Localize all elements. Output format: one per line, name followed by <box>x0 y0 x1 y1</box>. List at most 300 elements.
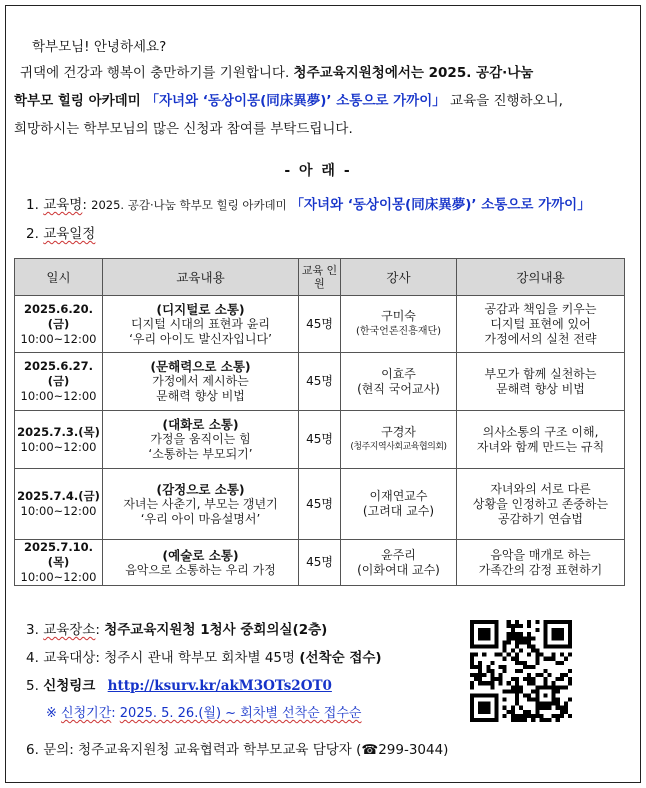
qr-module <box>568 628 572 632</box>
session-content <box>103 296 299 353</box>
qr-module <box>519 632 523 636</box>
table-row <box>15 296 625 353</box>
instructor-org: (이화여대 교수) <box>357 562 440 577</box>
qr-module <box>519 649 523 653</box>
session-instructor <box>341 353 457 411</box>
session-instructor <box>341 469 457 540</box>
qr-module <box>535 653 539 657</box>
qr-module <box>482 628 486 632</box>
period-separator: : <box>111 706 120 721</box>
qr-module <box>470 714 474 718</box>
item-number: 4. <box>26 650 39 666</box>
qr-module <box>560 677 564 681</box>
qr-module <box>560 620 564 624</box>
qr-module <box>552 698 556 702</box>
contact-value: 청주교육지원청 교육협력과 학부모교육 담당자 (☎299-3044) <box>78 742 449 758</box>
qr-module <box>470 698 474 702</box>
qr-module <box>543 702 547 706</box>
qr-module <box>494 624 498 628</box>
qr-module <box>470 640 474 644</box>
qr-module <box>511 628 515 632</box>
table-row <box>15 540 625 586</box>
qr-module <box>560 628 564 632</box>
session-time: 10:00~12:00 <box>20 331 97 346</box>
qr-module <box>474 693 478 697</box>
qr-module <box>560 661 564 665</box>
qr-module <box>564 710 568 714</box>
instructor-name: 이효주 <box>381 366 416 381</box>
session-date: 2025.7.10.(목) <box>23 540 94 569</box>
qr-module <box>564 702 568 706</box>
qr-module <box>535 706 539 710</box>
qr-module <box>556 714 560 718</box>
qr-module <box>511 689 515 693</box>
qr-module <box>535 714 539 718</box>
qr-module <box>470 693 474 697</box>
qr-module <box>507 636 511 640</box>
qr-module <box>523 710 527 714</box>
qr-module <box>478 718 482 722</box>
session-date: 2025.6.27.(금) <box>23 359 94 388</box>
qr-module <box>560 636 564 640</box>
session-lecture <box>457 353 625 411</box>
qr-module <box>552 636 556 640</box>
qr-module <box>478 710 482 714</box>
qr-module <box>552 714 556 718</box>
instructor-name: 구경자 <box>381 424 416 439</box>
qr-module <box>507 640 511 644</box>
qr-module <box>568 632 572 636</box>
qr-module <box>527 681 531 685</box>
qr-module <box>568 636 572 640</box>
qr-module <box>539 706 543 710</box>
header-instructor: 강사 <box>341 259 457 296</box>
qr-module <box>527 620 531 624</box>
qr-module <box>535 710 539 714</box>
program-name-prefix: 2025. 공감·나눔 학부모 힐링 아카데미 <box>91 198 291 212</box>
qr-module <box>552 702 556 706</box>
qr-module <box>503 689 507 693</box>
item-number: 1. <box>26 197 39 213</box>
qr-module <box>482 706 486 710</box>
qr-module <box>519 685 523 689</box>
qr-module <box>470 657 474 661</box>
item-separator: : <box>95 650 105 666</box>
qr-module <box>515 669 519 673</box>
qr-module <box>507 624 511 628</box>
instructor-org: (한국언론진흥재단) <box>355 326 442 337</box>
qr-module <box>511 624 515 628</box>
qr-module <box>568 644 572 648</box>
qr-module <box>552 620 556 624</box>
qr-module <box>519 689 523 693</box>
session-capacity: 45명 <box>299 411 341 469</box>
qr-module <box>531 718 535 722</box>
qr-module <box>527 714 531 718</box>
qr-module <box>543 718 547 722</box>
qr-module <box>478 693 482 697</box>
lecture-line: 디지털 표현에 있어 <box>490 316 591 331</box>
session-time: 10:00~12:00 <box>20 439 97 454</box>
table-header-row <box>15 259 625 296</box>
lecture-line: 공감하기 연습법 <box>498 511 583 526</box>
qr-module <box>470 718 474 722</box>
qr-module <box>535 685 539 689</box>
session-datetime <box>15 411 103 469</box>
qr-module <box>478 636 482 640</box>
item-label: 신청링크 <box>43 678 96 694</box>
qr-module <box>474 644 478 648</box>
qr-module <box>470 632 474 636</box>
qr-module <box>568 653 572 657</box>
qr-module <box>531 714 535 718</box>
qr-module <box>474 653 478 657</box>
qr-module <box>490 681 494 685</box>
item-number: 5. <box>26 678 39 694</box>
qr-module <box>494 714 498 718</box>
intro-line-2-text: 교육을 진행하오니, <box>445 93 563 109</box>
session-lecture <box>457 469 625 540</box>
session-instructor <box>341 540 457 586</box>
qr-module <box>499 665 503 669</box>
qr-module <box>515 718 519 722</box>
qr-module <box>543 628 547 632</box>
qr-module <box>503 649 507 653</box>
qr-module <box>486 718 490 722</box>
qr-module <box>523 636 527 640</box>
header-lecture: 강의내용 <box>457 259 625 296</box>
session-date: 2025.7.4.(금) <box>17 489 100 503</box>
item-contact <box>26 738 448 758</box>
target-note: (선착순 접수) <box>299 650 382 666</box>
lecture-line: 음악을 매개로 하는 <box>490 547 591 562</box>
qr-module <box>486 628 490 632</box>
qr-module <box>527 636 531 640</box>
qr-module <box>519 661 523 665</box>
qr-module <box>539 673 543 677</box>
qr-module <box>564 644 568 648</box>
qr-module <box>486 644 490 648</box>
qr-module <box>556 644 560 648</box>
qr-module <box>515 653 519 657</box>
qr-module <box>482 653 486 657</box>
qr-module <box>515 681 519 685</box>
location-value: 청주교육지원청 1청사 중회의실(2층) <box>104 622 328 638</box>
qr-module <box>482 636 486 640</box>
qr-module <box>494 698 498 702</box>
qr-module <box>482 644 486 648</box>
qr-module <box>543 624 547 628</box>
qr-module <box>519 624 523 628</box>
qr-module <box>503 706 507 710</box>
qr-module <box>543 657 547 661</box>
qr-module <box>474 620 478 624</box>
item-label: 교육장소 <box>43 622 96 638</box>
instructor-name: 구미숙 <box>381 309 416 323</box>
qr-module <box>523 661 527 665</box>
header-capacity <box>299 259 341 296</box>
qr-module <box>535 628 539 632</box>
qr-module <box>470 685 474 689</box>
session-instructor <box>341 411 457 469</box>
qr-module <box>523 718 527 722</box>
qr-module <box>519 669 523 673</box>
table-row <box>15 353 625 411</box>
session-date: 2025.6.20.(금) <box>23 301 94 331</box>
qr-module <box>478 673 482 677</box>
qr-module <box>535 698 539 702</box>
qr-module <box>482 693 486 697</box>
period-value: 2025. 5. 26.(월) ~ 회차별 선착순 접수순 <box>119 706 362 721</box>
qr-module <box>535 702 539 706</box>
qr-module <box>564 620 568 624</box>
qr-module <box>494 640 498 644</box>
qr-module <box>494 632 498 636</box>
qr-module <box>556 706 560 710</box>
qr-module <box>494 653 498 657</box>
qr-module <box>527 644 531 648</box>
lecture-line: 공감과 책임을 키우는 <box>484 301 597 316</box>
application-link[interactable]: http://ksurv.kr/akM3OTs2OT0 <box>107 678 332 694</box>
qr-module <box>560 685 564 689</box>
qr-module <box>527 677 531 681</box>
qr-module <box>560 632 564 636</box>
qr-module <box>552 685 556 689</box>
qr-module <box>470 710 474 714</box>
qr-module <box>556 661 560 665</box>
qr-module <box>507 710 511 714</box>
lecture-line: 상황을 인정하고 존중하는 <box>472 496 609 511</box>
qr-module <box>515 661 519 665</box>
qr-module <box>499 681 503 685</box>
session-capacity: 45명 <box>299 296 341 353</box>
qr-module <box>556 689 560 693</box>
qr-module <box>568 677 572 681</box>
qr-module <box>478 677 482 681</box>
qr-module <box>543 693 547 697</box>
notice-heading: - 아 래 - <box>284 163 352 179</box>
qr-module <box>494 628 498 632</box>
qr-module <box>490 644 494 648</box>
item-number: 3. <box>26 622 39 638</box>
qr-module <box>486 620 490 624</box>
qr-module <box>556 677 560 681</box>
qr-module <box>503 657 507 661</box>
qr-module <box>568 669 572 673</box>
qr-module <box>474 673 478 677</box>
qr-module <box>548 718 552 722</box>
qr-module <box>539 714 543 718</box>
qr-module <box>564 685 568 689</box>
session-datetime <box>15 353 103 411</box>
qr-module <box>486 632 490 636</box>
qr-module <box>548 685 552 689</box>
qr-module <box>486 702 490 706</box>
qr-module <box>515 677 519 681</box>
qr-module <box>482 673 486 677</box>
item-number: 2. <box>26 226 39 242</box>
qr-module <box>490 718 494 722</box>
qr-module <box>515 685 519 689</box>
qr-module <box>515 693 519 697</box>
intro-line-2-bold: 학부모 힐링 아카데미 <box>14 93 146 109</box>
qr-module <box>543 681 547 685</box>
qr-module <box>486 710 490 714</box>
qr-module <box>511 714 515 718</box>
lecture-line: 의사소통의 구조 이해, <box>482 424 599 439</box>
qr-module <box>494 706 498 710</box>
qr-module <box>511 710 515 714</box>
qr-module <box>531 698 535 702</box>
qr-module <box>494 620 498 624</box>
qr-module <box>519 636 523 640</box>
lecture-line: 자녀와의 서로 다른 <box>490 481 591 496</box>
item-separator: : <box>69 742 79 758</box>
qr-module <box>486 636 490 640</box>
schedule-table <box>14 258 625 586</box>
qr-module <box>535 620 539 624</box>
session-content <box>103 353 299 411</box>
qr-module <box>507 681 511 685</box>
qr-module <box>490 685 494 689</box>
table-row <box>15 469 625 540</box>
greeting: 학부모님! 안녕하세요? <box>32 39 167 55</box>
qr-module <box>519 640 523 644</box>
qr-module <box>560 653 564 657</box>
qr-module <box>474 677 478 681</box>
session-lecture <box>457 540 625 586</box>
qr-module <box>552 657 556 661</box>
qr-module <box>499 673 503 677</box>
qr-module <box>511 657 515 661</box>
qr-module <box>548 644 552 648</box>
qr-module <box>494 710 498 714</box>
qr-module <box>552 689 556 693</box>
qr-module <box>499 677 503 681</box>
qr-module <box>482 710 486 714</box>
qr-module <box>486 665 490 669</box>
instructor-org: (현직 국어교사) <box>357 381 440 396</box>
qr-module <box>478 632 482 636</box>
qr-module <box>535 649 539 653</box>
qr-module <box>482 632 486 636</box>
qr-module <box>527 653 531 657</box>
qr-module <box>560 706 564 710</box>
qr-module <box>556 702 560 706</box>
qr-module <box>539 702 543 706</box>
session-desc: ‘우리 아이도 발신자입니다’ <box>129 331 272 346</box>
session-desc: 디지털 시대의 표현과 윤리 <box>131 316 270 331</box>
qr-module <box>515 640 519 644</box>
qr-module <box>503 644 507 648</box>
session-desc: ‘우리 아이 마음설명서’ <box>140 511 261 526</box>
qr-module <box>490 673 494 677</box>
qr-module <box>503 714 507 718</box>
item-link <box>26 674 332 694</box>
qr-module <box>486 693 490 697</box>
qr-module <box>543 644 547 648</box>
qr-module <box>482 620 486 624</box>
qr-module <box>531 681 535 685</box>
qr-module <box>519 718 523 722</box>
qr-module <box>507 689 511 693</box>
qr-module <box>527 673 531 677</box>
item-label: 교육명 <box>43 197 83 213</box>
qr-module <box>539 685 543 689</box>
item-schedule <box>26 222 95 242</box>
qr-module <box>523 714 527 718</box>
qr-module <box>482 702 486 706</box>
qr-module <box>543 706 547 710</box>
session-time: 10:00~12:00 <box>20 504 97 518</box>
qr-module <box>507 632 511 636</box>
qr-module <box>519 706 523 710</box>
qr-module <box>543 677 547 681</box>
note-mark: ※ <box>46 706 62 721</box>
item-target <box>26 646 382 666</box>
qr-module <box>507 653 511 657</box>
qr-module <box>515 657 519 661</box>
session-content <box>103 469 299 540</box>
intro-line-2 <box>14 90 563 112</box>
qr-module <box>543 685 547 689</box>
qr-module <box>527 624 531 628</box>
qr-module <box>523 665 527 669</box>
qr-module <box>515 702 519 706</box>
qr-module <box>548 657 552 661</box>
qr-module <box>564 657 568 661</box>
session-desc: 자녀는 사춘기, 부모는 갱년기 <box>123 496 278 511</box>
qr-module <box>548 706 552 710</box>
program-name-title: 「자녀와 ‘동상이몽(同床異夢)’ 소통으로 가까이」 <box>290 197 591 213</box>
qr-module <box>515 620 519 624</box>
qr-module <box>494 702 498 706</box>
instructor-org: (고려대 교수) <box>362 504 435 518</box>
qr-module <box>490 620 494 624</box>
qr-module <box>531 677 535 681</box>
qr-module <box>568 624 572 628</box>
qr-module <box>539 718 543 722</box>
qr-module <box>556 632 560 636</box>
qr-module <box>470 620 474 624</box>
qr-module <box>478 644 482 648</box>
qr-module <box>494 693 498 697</box>
session-datetime <box>15 540 103 586</box>
qr-module <box>564 673 568 677</box>
qr-module <box>515 644 519 648</box>
intro-line-3: 희망하시는 학부모님의 많은 신청과 참여를 부탁드립니다. <box>14 121 353 137</box>
qr-module <box>478 706 482 710</box>
qr-module <box>535 689 539 693</box>
instructor-name: 이재연교수 <box>369 489 428 503</box>
qr-module <box>478 681 482 685</box>
intro-line-1 <box>20 62 533 84</box>
target-value: 청주시 관내 학부모 회차별 45명 <box>104 650 300 666</box>
item-location <box>26 618 327 638</box>
session-desc: 음악으로 소통하는 우리 가정 <box>125 562 276 577</box>
qr-module <box>535 693 539 697</box>
qr-module <box>486 681 490 685</box>
qr-module <box>515 698 519 702</box>
qr-module <box>568 620 572 624</box>
qr-module <box>552 693 556 697</box>
session-content <box>103 540 299 586</box>
session-title: (문해력으로 소통) <box>150 359 251 374</box>
qr-code-icon[interactable] <box>470 620 572 722</box>
header-datetime: 일시 <box>15 259 103 296</box>
qr-module <box>499 653 503 657</box>
qr-module <box>568 640 572 644</box>
